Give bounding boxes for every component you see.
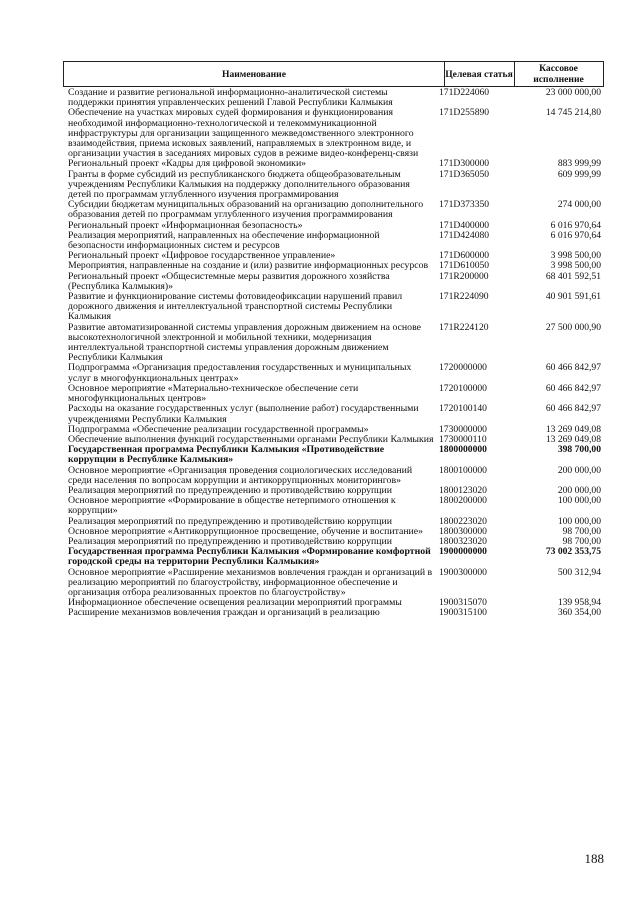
row-name: Развитие и функционирование системы фотовидеофиксации нарушений правил дорожного движения и интеллектуальной транспортной системы Республики Калмыкия — [68, 291, 403, 323]
row-code: 171D224060 — [439, 87, 490, 98]
header-code: Целевая статья — [445, 68, 513, 80]
table-row — [68, 108, 604, 159]
row-code: 1800223020 — [439, 515, 487, 527]
table-row — [68, 568, 604, 599]
row-name: Подпрограмма «Организация предоставления государственных и муниципальных услуг в многофункциональных центрах» — [68, 362, 412, 384]
table-row — [68, 608, 604, 618]
row-name: Региональный проект «Информационная безопасность» — [68, 219, 303, 231]
row-code: 171D300000 — [439, 158, 490, 170]
row-amount: 73 002 353,75 — [545, 546, 601, 558]
row-code: 171D255890 — [439, 107, 490, 119]
row-code: 1800323020 — [439, 535, 487, 547]
row-name: Основное мероприятие «Формирование в обществе нетерпимого отношения к коррупции» — [68, 495, 396, 517]
row-name: Развитие автоматизированной системы управления дорожным движением на основе высокотехнологичной электронной и мобильной техники, модернизация интеллектуальной транспортной системы управления дорожным движением Республики Калмыкия — [68, 321, 421, 364]
row-amount: 139 958,94 — [557, 597, 601, 609]
row-name: Обеспечение выполнения функций государственными органами Республики Калмыкия — [68, 433, 434, 445]
row-name: Реализация мероприятий по предупреждению и противодействию коррупции — [68, 484, 392, 496]
page-number: 188 — [584, 851, 604, 866]
row-code: 171R200000 — [439, 270, 489, 282]
row-code: 1730000000 — [439, 423, 487, 435]
row-amount: 500 312,94 — [557, 566, 601, 578]
table-row — [68, 170, 604, 201]
row-code: 1730000110 — [439, 433, 487, 445]
row-code: 1900000000 — [439, 546, 487, 558]
row-code: 1720000000 — [439, 362, 487, 374]
row-amount: 274 000,00 — [557, 199, 601, 211]
table-row — [68, 88, 604, 108]
row-name: Основное мероприятие «Антикоррупционное просвещение, обучение и воспитание» — [68, 525, 424, 537]
table-row — [68, 200, 604, 220]
row-amount: 98 700,00 — [562, 525, 601, 537]
table-row — [68, 547, 604, 567]
row-amount: 60 466 842,97 — [545, 403, 601, 415]
row-amount: 883 999,99 — [557, 158, 601, 170]
row-code: 1900315100 — [439, 607, 487, 619]
row-amount: 60 466 842,97 — [545, 362, 601, 374]
table-body — [68, 88, 604, 619]
row-amount: 3 998 500,00 — [550, 250, 601, 262]
row-amount: 23 000 000,00 — [545, 87, 601, 98]
row-name: Реализация мероприятий, направленных на обеспечение информационной безопасности информационных систем и ресурсов — [68, 229, 380, 252]
row-name: Региональный проект «Кадры для цифровой экономики» — [68, 158, 307, 170]
row-code: 171D365050 — [439, 168, 490, 180]
row-code: 171D400000 — [439, 219, 490, 231]
table-row — [68, 323, 604, 364]
row-amount: 98 700,00 — [562, 535, 601, 547]
row-name: Мероприятия, направленные на создание и (или) развитие информационных ресурсов — [68, 260, 429, 272]
row-name: Подпрограмма «Обеспечение реализации государственной программы» — [68, 423, 369, 435]
row-code: 1800100000 — [439, 464, 487, 476]
row-name: Основное мероприятие «Материально-техническое обеспечение сети многофункциональных центров» — [68, 382, 359, 405]
row-name: Государственная программа Республики Калмыкия «Противодействие коррупции в Республике Калмыкия» — [68, 444, 385, 466]
row-name: Реализация мероприятий по предупреждению и противодействию коррупции — [68, 535, 392, 547]
row-code: 1800200000 — [439, 495, 487, 507]
header-name: Наименование — [222, 68, 286, 80]
row-name: Гранты в форме субсидий из республиканского бюджета общеобразовательным учреждениям Республики Калмыкия на поддержку дополнительного образования детей по программам углубленного изучения программирования — [68, 168, 410, 201]
row-amount: 100 000,00 — [557, 515, 601, 527]
row-amount: 14 745 214,80 — [545, 107, 601, 119]
row-code: 1720100140 — [439, 403, 487, 415]
row-code: 171D610050 — [439, 260, 490, 272]
row-name: Основное мероприятие «Организация проведения социологических исследований среди населения по вопросам коррупции и антикоррупционных мониторингов» — [68, 464, 413, 486]
table-row — [68, 466, 604, 486]
row-name: Реализация мероприятий по предупреждению и противодействию коррупции — [68, 515, 392, 527]
row-name: Региональный проект «Цифровое государственное управление» — [68, 250, 336, 262]
row-code: 171D424080 — [439, 229, 490, 241]
row-code: 1900300000 — [439, 566, 487, 578]
row-name: Основное мероприятие «Расширение механизмов вовлечения граждан и организаций в реализацию мероприятий по благоустройству, информационное обеспечение и организация отбора реализованных проектов по благоустройству» — [68, 566, 433, 598]
table-row — [68, 445, 604, 465]
row-amount: 40 901 591,61 — [545, 291, 601, 303]
row-amount: 609 999,99 — [557, 168, 601, 180]
row-code: 1720100000 — [439, 382, 487, 394]
table-row — [68, 231, 604, 251]
row-code: 171R224120 — [439, 321, 489, 333]
row-code: 1900315070 — [439, 597, 487, 609]
table-row — [68, 496, 604, 516]
row-code: 171D600000 — [439, 250, 490, 262]
row-amount: 3 998 500,00 — [550, 260, 601, 272]
header-amount: Кассовое исполнение — [533, 63, 584, 85]
row-amount: 200 000,00 — [557, 484, 601, 496]
table-row — [68, 272, 604, 292]
row-amount: 398 700,00 — [557, 444, 601, 456]
row-code: 171R224090 — [439, 291, 489, 303]
table-row — [68, 292, 604, 323]
row-name: Информационное обеспечение освещения реализации мероприятий программы — [68, 597, 402, 609]
row-code: 171D373350 — [439, 199, 490, 211]
row-amount: 6 016 970,64 — [550, 229, 601, 241]
row-name: Создание и развитие региональной информационно-аналитической системы поддержки принятия управленческих решений Главой Республики Калмыкия — [68, 87, 393, 109]
table-header — [63, 61, 604, 87]
row-amount: 27 500 000,90 — [545, 321, 601, 333]
row-name: Обеспечение на участках мировых судей формирования и функционирования необходимой информационно-технологической и телекоммуникационной инфраструктуры для организации защищенного межведомственного электронного взаимодействия, приема исковых заявлений, направляемых в электронном виде, и организации участия в заседаниях мировых судов в режиме видео-конференц-связи — [68, 107, 419, 160]
row-amount: 13 269 049,08 — [545, 423, 601, 435]
row-amount: 200 000,00 — [557, 464, 601, 476]
table-row — [68, 363, 604, 383]
row-name: Субсидии бюджетам муниципальных образований на организацию дополнительного образования детей по программам углубленного изучения программирования — [68, 199, 424, 221]
row-amount: 100 000,00 — [557, 495, 601, 507]
row-amount: 6 016 970,64 — [550, 219, 601, 231]
table-row — [68, 404, 604, 424]
row-amount: 360 354,00 — [557, 607, 601, 619]
row-name: Расширение механизмов вовлечения граждан и организаций в реализацию — [68, 607, 380, 619]
row-amount: 60 466 842,97 — [545, 382, 601, 394]
row-code: 1800000000 — [439, 444, 487, 456]
row-code: 1800123020 — [439, 484, 487, 496]
row-name: Государственная программа Республики Калмыкия «Формирование комфортной городской среды на территории Республики Калмыкия» — [68, 546, 431, 568]
row-amount: 13 269 049,08 — [545, 433, 601, 445]
row-code: 1800300000 — [439, 525, 487, 537]
table-row — [68, 384, 604, 404]
row-amount: 68 401 592,51 — [545, 270, 601, 282]
row-name: Расходы на оказание государственных услуг (выполнение работ) государственными учреждениями Республики Калмыкия — [68, 403, 419, 425]
row-name: Региональный проект «Общесистемные меры развития дорожного хозяйства (Республика Калмыкия)» — [68, 270, 390, 292]
